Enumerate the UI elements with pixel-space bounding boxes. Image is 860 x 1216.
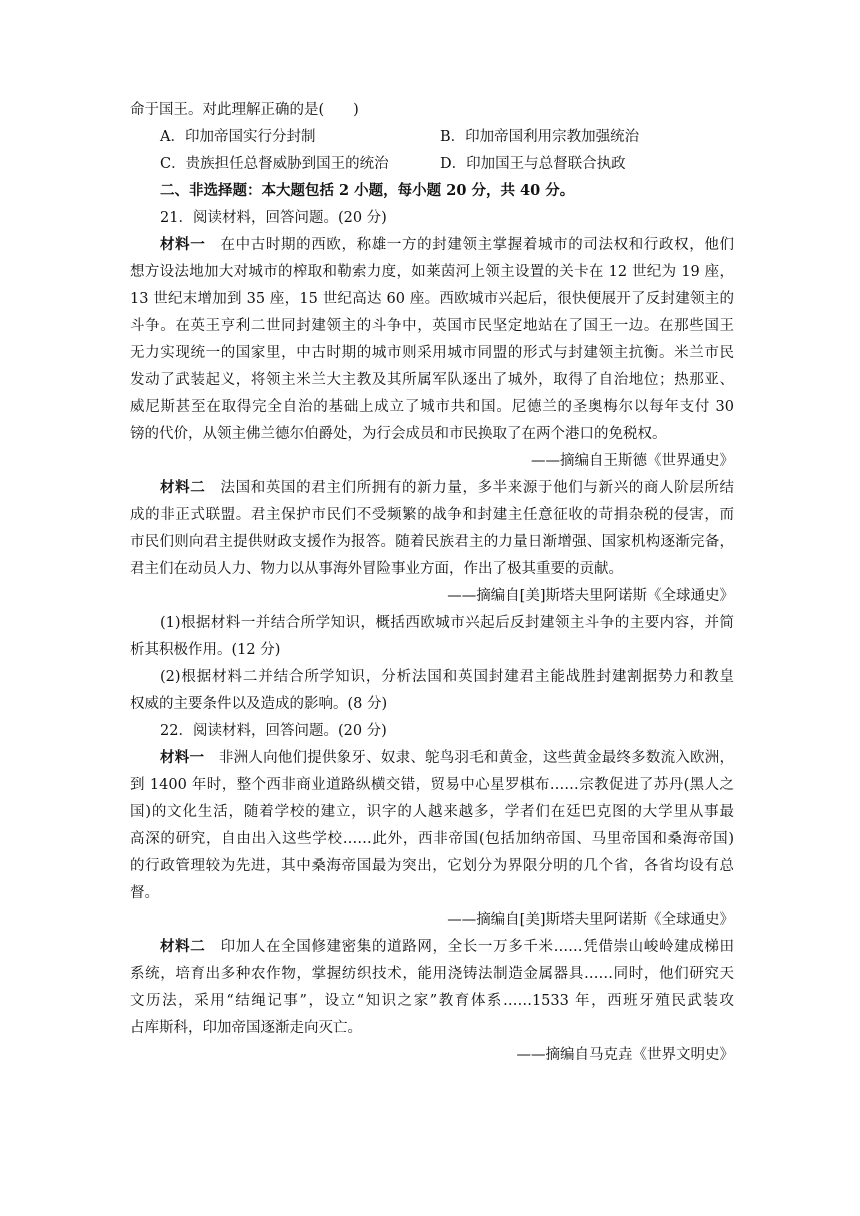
q21-subq2-line2: 权威的主要条件以及造成的影响。(8 分) <box>130 696 388 712</box>
material-label: 材料一 <box>160 236 206 253</box>
q22-heading: 22．阅读材料，回答问题。(20 分) <box>160 723 387 739</box>
q22-material1-line1 <box>130 748 734 768</box>
exam-page <box>130 100 734 1072</box>
q22-material1-line6: 督。 <box>130 885 159 901</box>
q20-options-row1 <box>130 127 734 147</box>
q22-material2-line1 <box>130 937 734 957</box>
q21-subq2-line1: (2)根据材料二并结合所学知识，分析法国和英国封建君主能战胜封建割据势力和教皇 <box>160 669 734 685</box>
material-label: 材料二 <box>160 479 206 496</box>
q21-material1-line1 <box>130 235 734 255</box>
q21-material1-line4: 斗争。在英王亨利二世同封建领主的斗争中，英国市民坚定地站在了国王一边。在那些国王 <box>130 318 734 334</box>
q22-material1-line3: 国)的文化生活，随着学校的建立，识字的人越来越多，学者们在廷巴克图的大学里从事最 <box>130 804 734 820</box>
q21-material1-line2: 想方设法地加大对城市的榨取和勒索力度，如莱茵河上领主设置的关卡在 12 世纪为 19 座， <box>130 264 734 280</box>
q22-material2-line2: 系统，培育出多种农作物，掌握纺织技术，能用浇铸法制造金属器具……同时，他们研究天 <box>130 966 734 982</box>
material-label: 材料一 <box>160 749 205 766</box>
q21-material1-source: ——摘编自王斯德《世界通史》 <box>531 453 734 469</box>
q21-material1-line6: 发动了武装起义，将领主米兰大主教及其所属军队逐出了城外，取得了自治地位；热那亚、 <box>130 372 734 388</box>
option-b: B．印加帝国利用宗教加强统治 <box>440 129 640 145</box>
q21-material2-line3: 市民们则向君主提供财政支援作为报答。随着民族君主的力量日渐增强、国家机构逐渐完备， <box>130 534 734 550</box>
q21-material1-line7: 威尼斯甚至在取得完全自治的基础上成立了城市共和国。尼德兰的圣奥梅尔以每年支付 30 <box>130 399 734 415</box>
q22-material2-line4: 占库斯科，印加帝国逐渐走向灭亡。 <box>130 1020 362 1036</box>
material-text: 非洲人向他们提供象牙、奴隶、鸵鸟羽毛和黄金，这些黄金最终多数流入欧洲， <box>218 750 735 766</box>
q22-material1-line4: 高深的研究，自由出入这些学校……此外，西非帝国(包括加纳帝国、马里帝国和桑海帝国) <box>130 831 734 847</box>
q21-material2-line1 <box>130 478 734 498</box>
material-label: 材料二 <box>160 938 206 955</box>
q21-material1-line8: 镑的代价，从领主佛兰德尔伯爵处，为行会成员和市民换取了在两个港口的免税权。 <box>130 426 667 442</box>
q21-material1-line5: 无力实现统一的国家里，中古时期的城市则采用城市同盟的形式与封建领主抗衡。米兰市民 <box>130 345 734 361</box>
q20-stem: 命于国王。对此理解正确的是( ) <box>130 102 359 118</box>
option-a: A．印加帝国实行分封制 <box>160 129 316 145</box>
q21-material2-line4: 君主们在动员人力、物力以从事海外冒险事业方面，作出了极其重要的贡献。 <box>130 561 623 577</box>
q21-subq1-line2: 析其积极作用。(12 分) <box>130 642 281 658</box>
q21-material2-source: ——摘编自[美]斯塔夫里阿诺斯《全球通史》 <box>447 588 734 604</box>
q22-material2-line3: 文历法，采用“结绳记事”，设立“知识之家”教育体系……1533 年，西班牙殖民武装攻 <box>130 993 734 1009</box>
option-c: C．贵族担任总督威胁到国王的统治 <box>160 156 389 172</box>
material-text: 法国和英国的君主们所拥有的新力量，多半来源于他们与新兴的商人阶层所结 <box>220 480 735 496</box>
q22-material1-line2: 到 1400 年时，整个西非商业道路纵横交错，贸易中心星罗棋布……宗教促进了苏丹(黑人之 <box>130 777 734 793</box>
section-heading: 二、非选择题：本大题包括 2 小题，每小题 20 分，共 40 分。 <box>160 182 575 199</box>
q20-options-row2 <box>130 154 734 174</box>
q21-material2-line2: 成的非正式联盟。君主保护市民们不受频繁的战争和封建主任意征收的苛捐杂税的侵害，而 <box>130 507 734 523</box>
material-text: 在中古时期的西欧，称雄一方的封建领主掌握着城市的司法权和行政权，他们 <box>220 237 735 253</box>
q22-material1-line5: 的行政管理较为先进，其中桑海帝国最为突出，它划分为界限分明的几个省，各省均设有总 <box>130 858 734 874</box>
q21-subq1-line1: (1)根据材料一并结合所学知识，概括西欧城市兴起后反封建领主斗争的主要内容，并简 <box>160 615 734 631</box>
q22-material1-source: ——摘编自[美]斯塔夫里阿诺斯《全球通史》 <box>447 912 734 928</box>
q22-material2-source: ——摘编自马克垚《世界文明史》 <box>516 1047 734 1063</box>
q21-heading: 21．阅读材料，回答问题。(20 分) <box>160 210 387 226</box>
option-d: D．印加国王与总督联合执政 <box>440 156 626 172</box>
q21-material1-line3: 13 世纪末增加到 35 座，15 世纪高达 60 座。西欧城市兴起后，很快便展开了反封建领主的 <box>130 291 734 307</box>
material-text: 印加人在全国修建密集的道路网，全长一万多千米……凭借崇山峻岭建成梯田 <box>220 939 735 955</box>
